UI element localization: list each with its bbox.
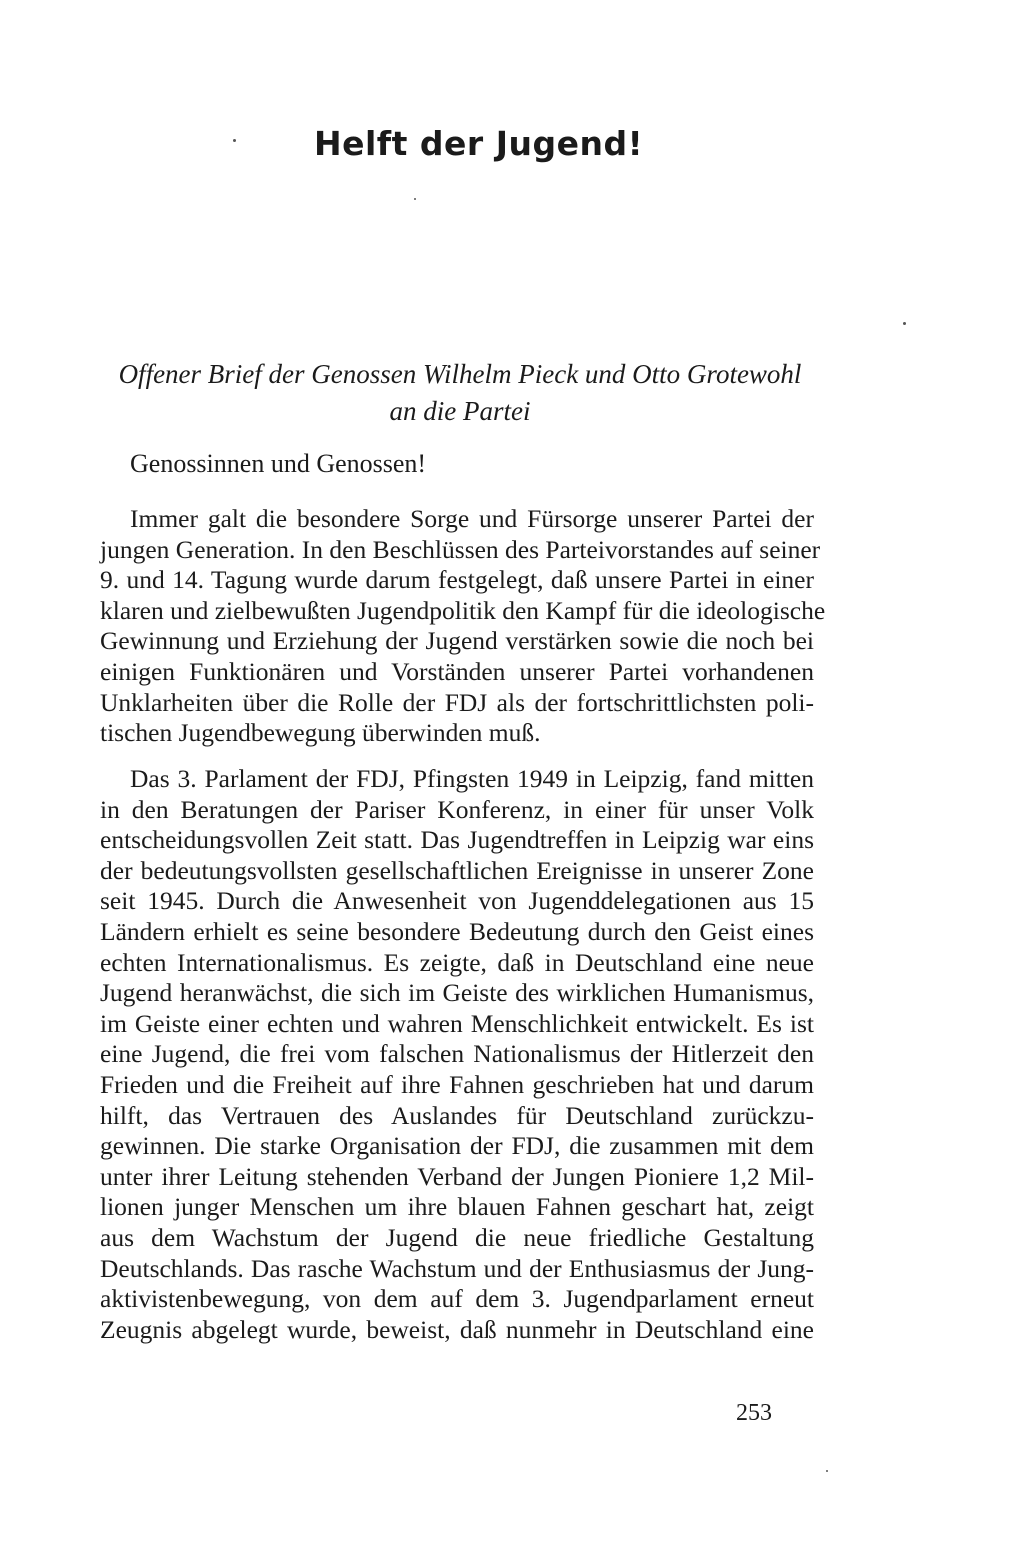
text-line: tischen Jugendbewegung überwinden muß. [100, 718, 541, 748]
subtitle-line: Offener Brief der Genossen Wilhelm Pieck und Otto Grotewohl [118, 359, 802, 389]
text-line: einigen Funktionären und Vorständen unserer Partei vorhandenen [100, 656, 814, 686]
text-line: gewinnen. Die starke Organisation der FDJ, die zusammen mit dem [100, 1131, 814, 1161]
text-line: jungen Generation. In den Beschlüssen des Parteivorstandes auf seiner [100, 534, 821, 564]
text-line: Jugend heranwächst, die sich im Geiste des wirklichen Humanismus, [100, 978, 814, 1008]
paragraph-2 [100, 764, 814, 1345]
text-line: echten Internationalismus. Es zeigte, daß in Deutschland eine neue [100, 947, 814, 977]
text-line: Zeugnis abgelegt wurde, beweist, daß nunmehr in Deutschland eine [100, 1314, 814, 1344]
text-line: Unklarheiten über die Rolle der FDJ als der fortschrittlichsten poli- [100, 687, 814, 717]
text-line: 9. und 14. Tagung wurde darum festgelegt, daß unsere Partei in einer [100, 565, 814, 595]
text-line: Immer galt die besondere Sorge und Fürsorge unserer Partei der [130, 504, 814, 533]
subtitle-line: an die Partei [389, 396, 531, 426]
text-line: Gewinnung und Erziehung der Jugend verstärken sowie die noch bei [100, 626, 814, 656]
scan-speck [233, 139, 236, 142]
text-line: in den Beratungen der Pariser Konferenz, in einer für unser Volk [100, 794, 814, 824]
text-line: der bedeutungsvollsten gesellschaftlichen Ereignisse in unserer Zone [100, 855, 814, 885]
scan-speck [903, 322, 906, 325]
text-line: eine Jugend, die frei vom falschen Nationalismus der Hitlerzeit den [100, 1039, 814, 1069]
text-line: klaren und zielbewußten Jugendpolitik den Kampf für die ideologische [100, 595, 826, 625]
text-line: seit 1945. Durch die Anwesenheit von Jugenddelegationen aus 15 [100, 886, 814, 916]
text-line: Deutschlands. Das rasche Wachstum und der Enthusiasmus der Jung- [100, 1253, 814, 1283]
text-line: aus dem Wachstum der Jugend die neue friedliche Gestaltung [100, 1222, 814, 1252]
salutation: Genossinnen und Genossen! [130, 449, 427, 478]
text-line: hilft, das Vertrauen des Auslandes für Deutschland zurückzu- [100, 1100, 814, 1130]
scan-speck [414, 198, 416, 200]
text-line: im Geiste einer echten und wahren Menschlichkeit entwickelt. Es ist [100, 1008, 814, 1038]
page-number: 253 [736, 1400, 772, 1426]
text-line: Ländern erhielt es seine besondere Bedeutung durch den Geist eines [100, 916, 814, 946]
letter-subtitle [100, 356, 820, 430]
paragraph-1 [100, 504, 826, 749]
text-line: entscheidungsvollen Zeit statt. Das Jugendtreffen in Leipzig war eins [100, 825, 814, 855]
page-title: Helft der Jugend! [314, 124, 644, 163]
text-line: unter ihrer Leitung stehenden Verband der Jungen Pioniere 1,2 Mil- [100, 1161, 814, 1191]
text-line: lionen junger Menschen um ihre blauen Fahnen geschart hat, zeigt [100, 1192, 814, 1222]
scan-speck [826, 1470, 828, 1472]
text-line: Das 3. Parlament der FDJ, Pfingsten 1949 in Leipzig, fand mitten [130, 764, 814, 793]
text-line: aktivistenbewegung, von dem auf dem 3. Jugendparlament erneut [100, 1284, 814, 1314]
text-line: Frieden und die Freiheit auf ihre Fahnen geschrieben hat und darum [100, 1069, 814, 1099]
